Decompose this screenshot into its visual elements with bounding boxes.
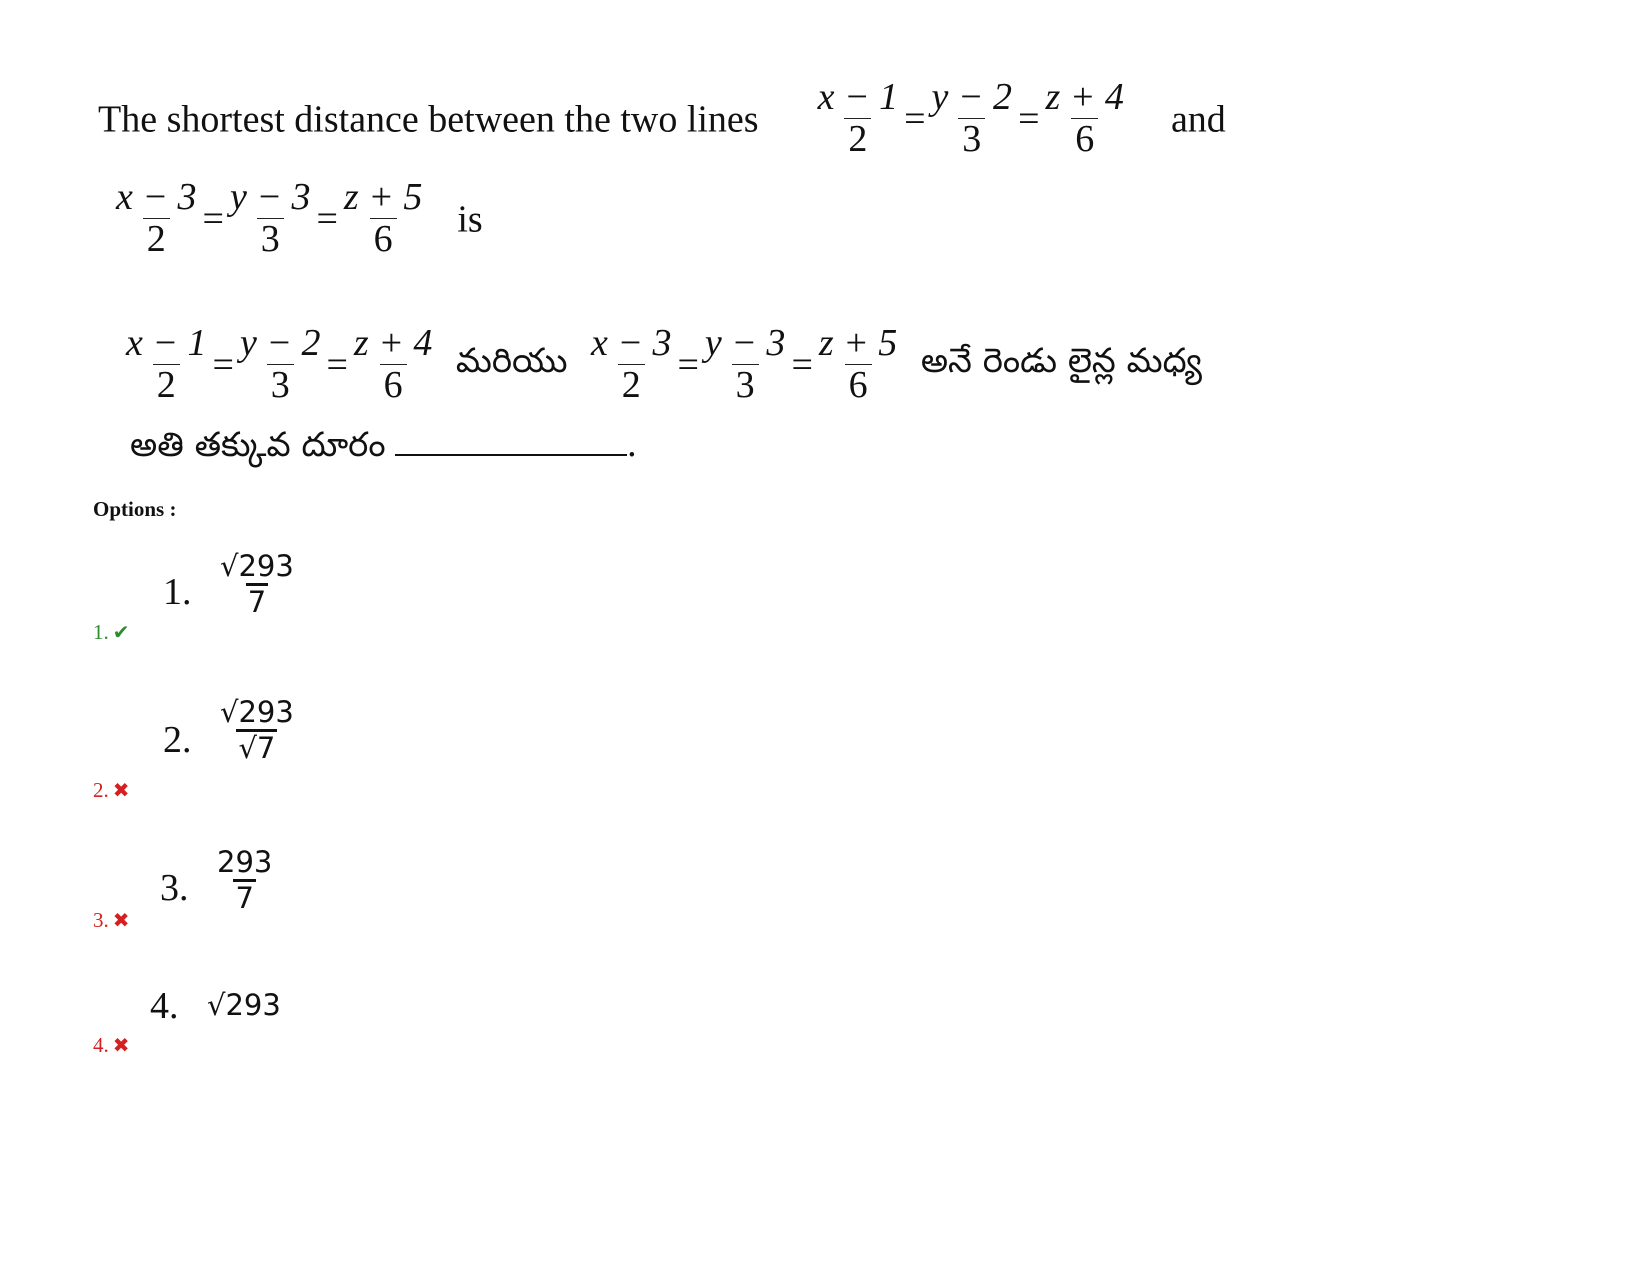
question-english-line-1: The shortest distance between the two lines $\frac{x - 1}{2}$ = $\frac{y - 2}{3}$ = $\frac{z + 4}{6}$ and (98, 76, 1226, 160)
fraction-y3: $\frac{y - 3}{3}$ (229, 176, 311, 260)
correct-check-icon: ✔ (112, 620, 130, 644)
option-1[interactable] (0, 540, 400, 650)
options-label: Options : (93, 497, 177, 521)
wrong-cross-icon: ✖ (112, 778, 130, 802)
fraction-x1: $\frac{x - 1}{2}$ (817, 76, 899, 160)
option-4-value: √293 (207, 988, 281, 1022)
option-1-number: 1. (163, 571, 192, 613)
te-fraction-x1: $\frac{x - 1}{2}$ (126, 322, 207, 406)
fraction-x3: $\frac{x - 3}{2}$ (116, 176, 197, 260)
question-english-line-2: $\frac{x - 3}{2}$ = $\frac{y - 3}{3}$ = $\frac{z + 5}{6}$ is (112, 178, 483, 261)
option-1-value: $\frac{√293}{7}$ (220, 549, 294, 620)
fraction-z4: $\frac{z + 4}{6}$ (1045, 76, 1124, 160)
blank-period: . (627, 423, 637, 465)
option-4-number: 4. (150, 985, 179, 1027)
question-is-text: is (457, 198, 483, 241)
wrong-cross-icon: ✖ (112, 908, 130, 932)
option-2-number: 2. (163, 719, 192, 761)
option-4[interactable] (0, 980, 400, 1070)
te-fraction-z4: $\frac{z + 4}{6}$ (353, 322, 433, 406)
te-fraction-y2: $\frac{y - 2}{3}$ (239, 322, 321, 406)
question-telugu-line-2 (130, 420, 637, 473)
option-3-tag: 3. ✖ (93, 908, 130, 932)
option-3-number: 3. (160, 867, 189, 909)
te-fraction-x3: $\frac{x - 3}{2}$ (590, 322, 672, 406)
question-telugu-line-1: $\frac{x - 1}{2}$ = $\frac{y - 2}{3}$ = $\frac{z + 4}{6}$ మరియు $\frac{x - 3}{2}$ = $\frac{y - 3}{3}$ = $\frac{z + 5}{6}$ అనే రెండు లైన్ల మధ్య (122, 324, 1202, 407)
fraction-z5: $\frac{z + 5}{6}$ (343, 176, 423, 260)
telugu-distance-text: అతి తక్కువ దూరం (130, 425, 386, 465)
option-1-tag: 1. ✔ (93, 620, 130, 644)
telugu-between-text: అనే రెండు లైన్ల మధ్య (920, 341, 1202, 382)
te-fraction-y3: $\frac{y - 3}{3}$ (704, 322, 786, 406)
option-2-tag: 2. ✖ (93, 778, 130, 802)
option-2[interactable] (0, 688, 400, 808)
answer-blank (395, 420, 627, 456)
option-2-value: $\frac{√293}{√7}$ (220, 695, 294, 766)
fraction-y2: $\frac{y - 2}{3}$ (931, 76, 1013, 160)
option-4-tag: 4. ✖ (93, 1033, 130, 1057)
option-3-value: $\frac{293}{7}$ (217, 845, 273, 916)
wrong-cross-icon: ✖ (112, 1033, 130, 1057)
question-and-text: and (1170, 98, 1226, 141)
question-intro-text: The shortest distance between the two lines (98, 98, 759, 141)
telugu-and-text: మరియు (455, 341, 568, 382)
option-3[interactable] (0, 838, 400, 948)
te-fraction-z5: $\frac{z + 5}{6}$ (818, 322, 898, 406)
